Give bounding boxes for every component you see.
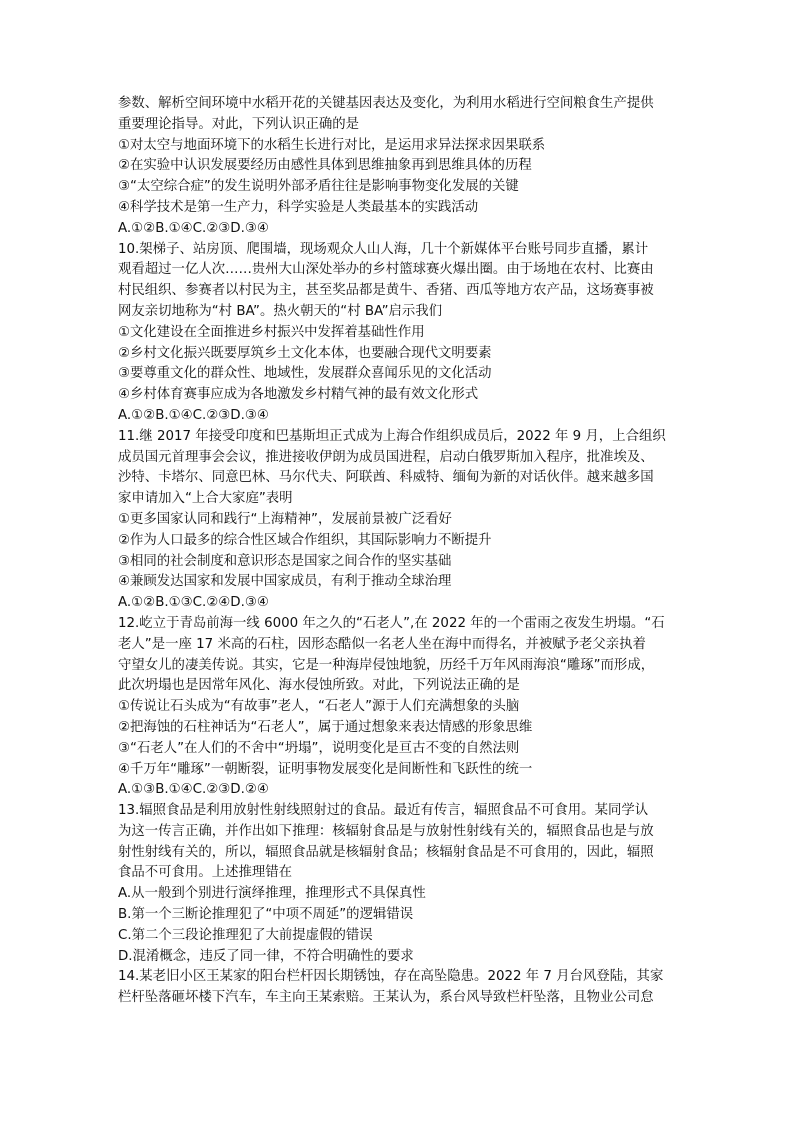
q10-option-3: ③要尊重文化的群众性、地域性，发展群众喜闻乐见的文化活动 — [118, 366, 492, 382]
q13-stem-line: 13.辐照食品是利用放射性射线照射过的食品。最近有传言，辐照食品不可食用。某同学认 — [118, 803, 649, 819]
q13-stem-line: 射性射线有关的，所以，辐照食品就是核辐射食品；核辐射食品是不可食用的，因此，辐照 — [118, 844, 654, 860]
q12-stem-line: 12.屹立于青岛前海一线 6000 年之久的“石老人”,在 2022 年的一个雷雨之夜发生坍塌。“石 — [118, 615, 665, 631]
question-9 — [118, 94, 688, 240]
q12-stem-line: 此次坍塌也是因常年风化、海水侵蚀所致。对此，下列说法正确的是 — [118, 678, 520, 694]
q12-stem-line: 老人”是一座 17 米高的石柱，因形态酷似一名老人坐在海中而得名，并被赋予老父亲执着 — [118, 636, 646, 652]
q14-stem-line: 栏杆坠落砸坏楼下汽车，车主向王某索赔。王某认为，系台风导致栏杆坠落，且物业公司怠 — [118, 990, 654, 1006]
q11-answer-choices: A.①②B.①③C.②④D.③④ — [118, 595, 269, 611]
q12-option-2: ②把海蚀的石柱神话为“石老人”，属于通过想象来表达情感的形象思维 — [118, 719, 533, 735]
q10-stem-line: 网友亲切地称为“村 BA”。热火朝天的“村 BA”启示我们 — [118, 303, 443, 319]
q12-option-3: ③“石老人”在人们的不舍中“坍塌”，说明变化是亘古不变的自然法则 — [118, 740, 520, 756]
question-12 — [118, 614, 688, 801]
q13-stem-line: 为这一传言正确，并作出如下推理：核辐射食品是与放射性射线有关的，辐照食品也是与放 — [118, 823, 654, 839]
q11-option-4: ④兼顾发达国家和发展中国家成员，有利于推动全球治理 — [118, 574, 452, 590]
question-13 — [118, 801, 688, 967]
q13-option-b: B.第一个三断论推理犯了“中项不周延”的逻辑错误 — [118, 907, 414, 923]
q12-stem-line: 守望女儿的凄美传说。其实，它是一种海岸侵蚀地貌，历经千万年风雨海浪“雕琢”而形成， — [118, 657, 655, 673]
q12-option-4: ④千万年“雕琢”一朝断裂，证明事物发展变化是间断性和飞跃性的统一 — [118, 761, 533, 777]
q9-option-1: ①对太空与地面环境下的水稻生长进行对比，是运用求异法探求因果联系 — [118, 137, 546, 153]
q10-stem-line: 观看超过一亿人次……贵州大山深处举办的乡村篮球赛火爆出圈。由于场地在农村、比赛由 — [118, 262, 654, 278]
q11-stem-line: 成员国元首理事会会议，推进接收伊朗为成员国进程，启动白俄罗斯加入程序，批准埃及、 — [118, 449, 654, 465]
q14-stem-line: 14.某老旧小区王某家的阳台栏杆因长期锈蚀，存在高坠隐患。2022 年 7 月台风登陆，其家 — [118, 969, 664, 985]
q10-answer-choices: A.①②B.①④C.②③D.③④ — [118, 407, 269, 423]
exam-page — [118, 94, 688, 1009]
q10-option-2: ②乡村文化振兴既要厚筑乡土文化本体，也要融合现代文明要素 — [118, 345, 492, 361]
q13-option-d: D.混淆概念，违反了同一律，不符合明确性的要求 — [118, 948, 414, 964]
q11-stem-line: 11.继 2017 年接受印度和巴基斯坦正式成为上海合作组织成员后，2022 年 9 月，上合组织 — [118, 428, 666, 444]
q11-stem-line: 沙特、卡塔尔、同意巴林、马尔代夫、阿联酋、科威特、缅甸为新的对话伙伴。越来越多国 — [118, 470, 654, 486]
question-14 — [118, 967, 688, 1009]
q11-option-1: ①更多国家认同和践行“上海精神”，发展前景被广泛看好 — [118, 511, 452, 527]
q12-option-1: ①传说让石头成为“有故事”老人，“石老人”源于人们充满想象的头脑 — [118, 699, 520, 715]
q9-answer-choices: A.①②B.①④C.②③D.③④ — [118, 220, 269, 236]
q13-option-c: C.第二个三段论推理犯了大前提虚假的错误 — [118, 927, 373, 943]
q9-option-4: ④科学技术是第一生产力，科学实验是人类最基本的实践活动 — [118, 199, 479, 215]
q10-option-1: ①文化建设在全面推进乡村振兴中发挥着基础性作用 — [118, 324, 425, 340]
q9-option-3: ③“太空综合症”的发生说明外部矛盾往往是影响事物变化发展的关键 — [118, 179, 519, 195]
q10-stem-line: 村民组织、参赛者以村民为主，甚至奖品都是黄牛、香猪、西瓜等地方农产品，这场赛事被 — [118, 283, 654, 299]
question-11 — [118, 427, 688, 614]
q13-stem-line: 食品不可食用。上述推理错在 — [118, 865, 293, 881]
q10-stem-line: 10.架梯子、站房顶、爬围墙，现场观众人山人海，几十个新媒体平台账号同步直播，累计 — [118, 241, 649, 257]
q9-stem-line: 重要理论指导。对此，下列认识正确的是 — [118, 116, 360, 132]
q12-answer-choices: A.①③B.①④C.②③D.②④ — [118, 782, 269, 798]
question-10 — [118, 240, 688, 427]
q9-stem-line: 参数、解析空间环境中水稻开花的关键基因表达及变化，为利用水稻进行空间粮食生产提供 — [118, 96, 654, 111]
q11-option-2: ②作为人口最多的综合性区域合作组织，其国际影响力不断提升 — [118, 532, 492, 548]
q13-option-a: A.从一般到个别进行演绎推理，推理形式不具保真性 — [118, 886, 426, 902]
q11-option-3: ③相同的社会制度和意识形态是国家之间合作的坚实基础 — [118, 553, 452, 569]
q9-option-2: ②在实验中认识发展要经历由感性具体到思维抽象再到思维具体的历程 — [118, 158, 532, 174]
q10-option-4: ④乡村体育赛事应成为各地激发乡村精气神的最有效文化形式 — [118, 387, 479, 403]
q11-stem-line: 家申请加入“上合大家庭”表明 — [118, 491, 293, 507]
